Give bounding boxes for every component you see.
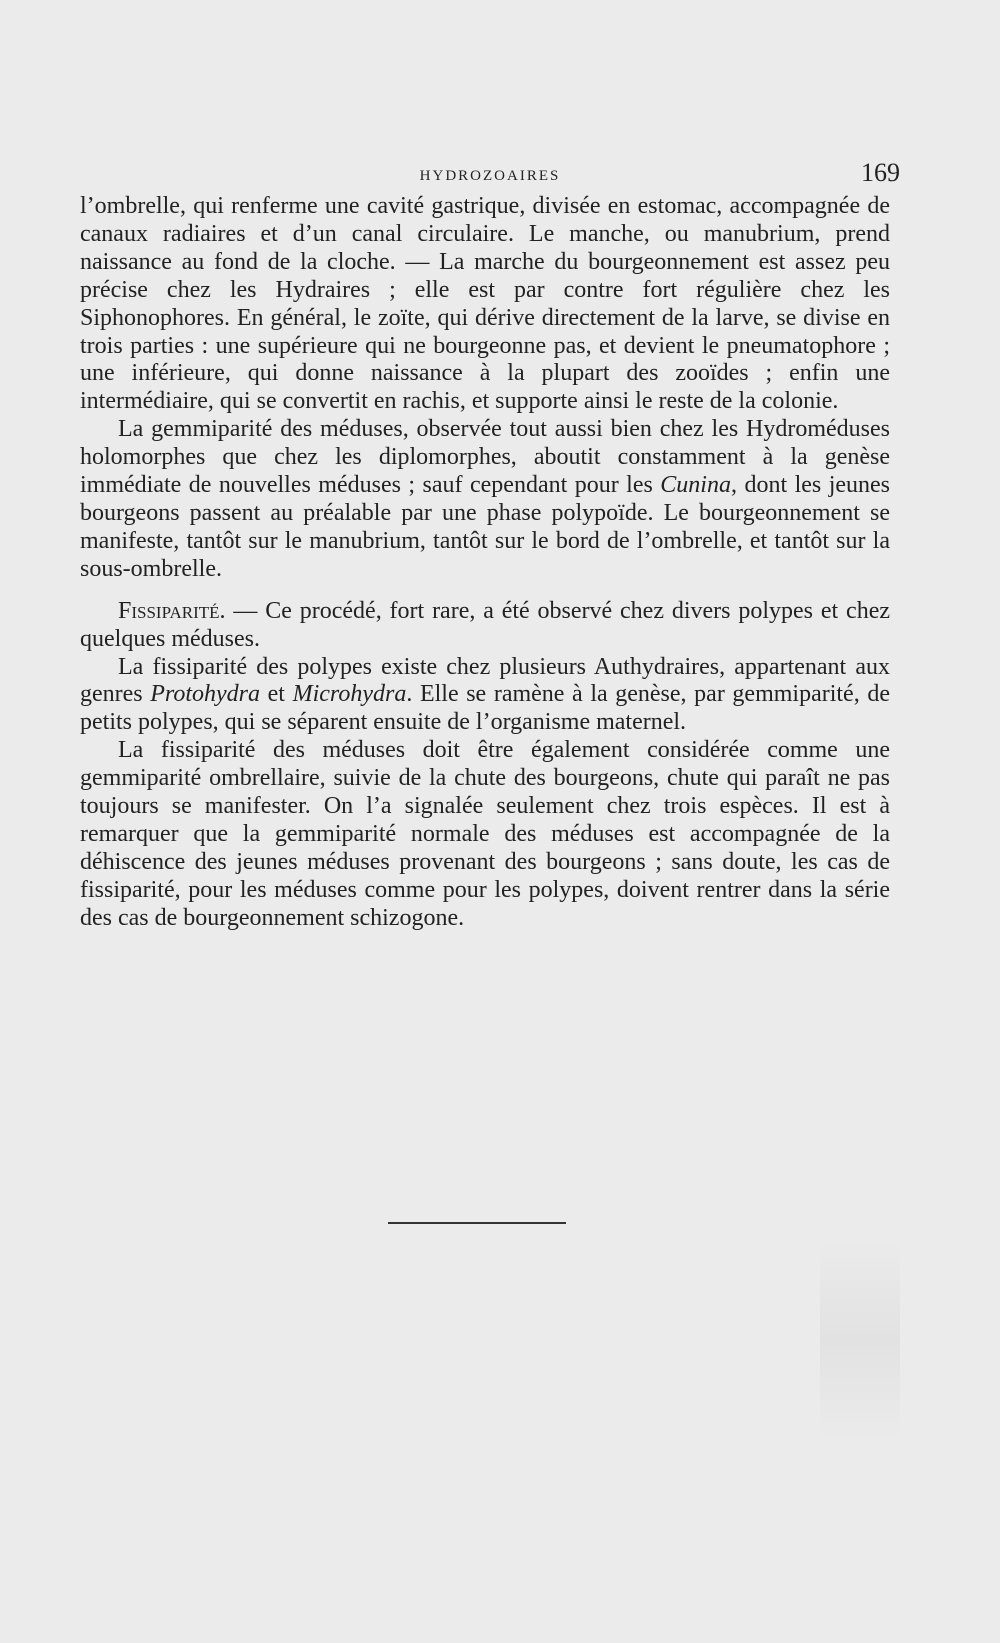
page-header	[80, 158, 900, 198]
page-show-through	[820, 1240, 900, 1440]
running-head: HYDROZOAIRES	[419, 168, 561, 184]
paragraph-4-italic-1: Protohydra	[150, 681, 261, 708]
paragraph-4-italic-2: Microhydra	[292, 681, 407, 708]
body-text	[80, 193, 890, 933]
paragraph-4-mid: et	[260, 681, 293, 708]
section-fissiparite	[80, 598, 890, 654]
page-number: 169	[861, 158, 900, 187]
paragraph-2-part-a: La gemmiparité des méduses, observée tout aussi bien chez les Hydroméduses holomorphes que chez les diplomorphes, aboutit constamment à la genèse immédiate de nouvelles méduses ; sauf cependant pour les	[80, 416, 890, 499]
paragraph-2-italic: Cunina	[660, 472, 731, 499]
paragraph-2	[80, 416, 890, 583]
paragraph-4-part-a: La fissiparité des polypes existe chez plusieurs Authydraires, appartenant aux genres	[80, 653, 890, 708]
paragraph-5: La fissiparité des méduses doit être également considérée comme une gemmiparité ombrellaire, suivie de la chute des bourgeons, chute qui paraît ne pas toujours se manifester. On l’a signalée seulement chez trois espèces. Il est à remarquer que la gemmiparité normale des méduses est accompagnée de la déhiscence des jeunes méduses provenant des bourgeons ; sans doute, les cas de fissiparité, pour les méduses comme pour les polypes, doivent rentrer dans la série des cas de bourgeonnement schizogone.	[80, 737, 890, 931]
section-rule	[388, 1222, 566, 1224]
paragraph-1: l’ombrelle, qui renferme une cavité gastrique, divisée en estomac, accompagnée de canaux radiaires et d’un canal circulaire. Le manche, ou manubrium, prend naissance au fond de la cloche. — La marche du bourgeonnement est assez peu précise chez les Hydraires ; elle est par contre fort régulière chez les Siphonophores. En général, le zoïte, qui dérive directement de la larve, se divise en trois parties : une supérieure qui ne bourgeonne pas, et devient le pneumatophore ; une inférieure, qui donne naissance à la plupart des zooïdes ; enfin une intermédiaire, qui se convertit en rachis, et supporte ainsi le reste de la colonie.	[80, 193, 890, 415]
paragraph-4	[80, 654, 890, 738]
section-title: Fissiparité.	[118, 597, 226, 624]
paragraph-2-part-b: , dont les jeunes bourgeons passent au préalable par une phase polypoïde. Le bourgeonnement se manifeste, tantôt sur le manubrium, tantôt sur le bord de l’ombrelle, et tantôt sur la sous-ombrelle.	[80, 472, 891, 582]
paragraph-4-part-b: . Elle se ramène à la genèse, par gemmiparité, de petits polypes, qui se séparent ensuite de l’organisme maternel.	[80, 681, 890, 736]
paragraph-3: — Ce procédé, fort rare, a été observé chez divers polypes et chez quelques méduses.	[80, 597, 890, 652]
